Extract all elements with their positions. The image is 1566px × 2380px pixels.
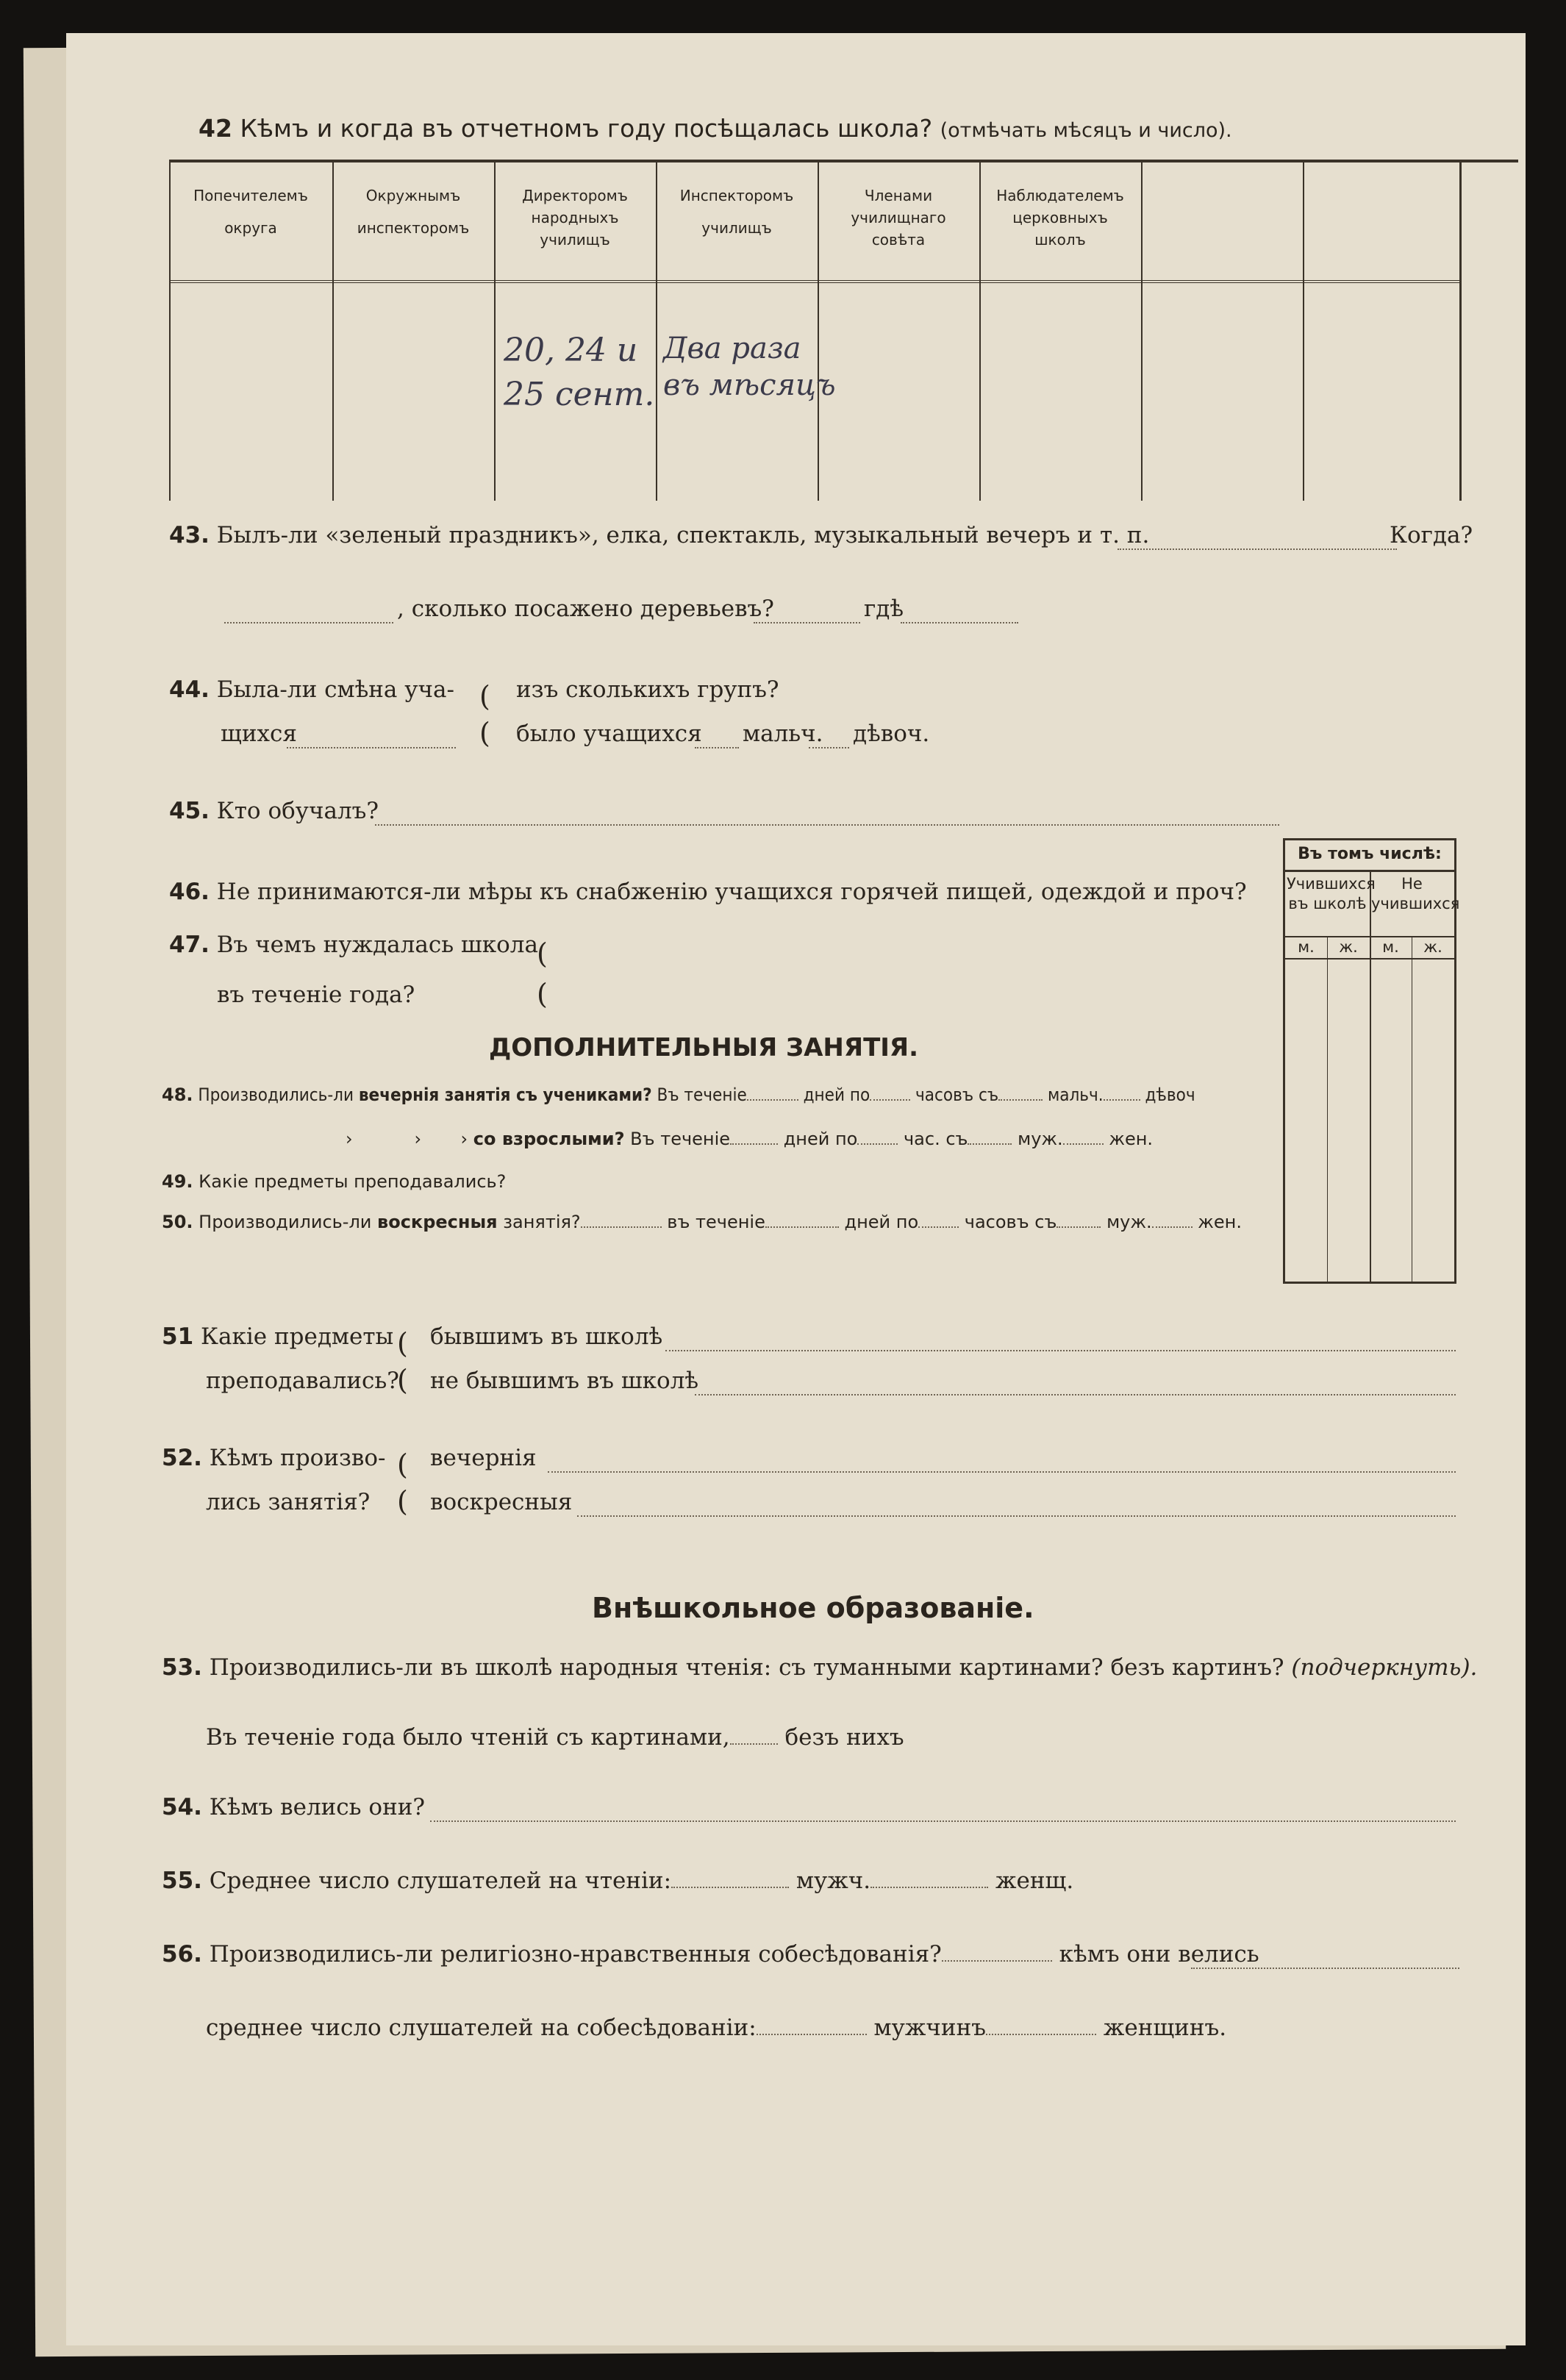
q44-pupils: было учащихся xyxy=(516,721,702,747)
heading-additional-classes: ДОПОЛНИТЕЛЬНЫЯ ЗАНЯТІЯ. xyxy=(489,1033,919,1062)
handwritten-director-dates: 20, 24 и xyxy=(504,332,638,369)
q52-label-2: лись занятія? xyxy=(206,1489,371,1515)
q44-groups: изъ сколькихъ групъ? xyxy=(516,676,779,703)
q44-answer-line[interactable] xyxy=(287,746,456,748)
q47-number: 47. xyxy=(169,932,210,958)
q46 xyxy=(169,879,1247,905)
side-divider xyxy=(1327,936,1328,1282)
q43-where: гдѣ xyxy=(864,596,904,622)
q47-brace: ( xyxy=(537,937,548,970)
q48-during-2: Въ теченіе xyxy=(630,1129,731,1149)
col-head-trustee: Попечителемъ округа xyxy=(193,187,308,237)
side-count-table xyxy=(1283,838,1460,1284)
q52 xyxy=(162,1445,386,1471)
q50-men: муж. xyxy=(1106,1212,1152,1232)
q55 xyxy=(162,1868,1073,1894)
q51-attended-line[interactable] xyxy=(665,1349,1456,1351)
ditto-mark: › xyxy=(346,1129,353,1149)
ditto-mark: › xyxy=(460,1129,468,1149)
handwritten-inspector-2: въ мѣсяцъ xyxy=(663,368,836,402)
q48-boys: мальч. xyxy=(1047,1084,1104,1105)
table-border-right xyxy=(1459,162,1462,501)
q44-number: 44. xyxy=(169,676,210,703)
q43-where-line[interactable] xyxy=(901,621,1018,623)
q55-text: Среднее число слушателей на чтеніи: xyxy=(209,1868,672,1894)
q50-sunday: воскресныя xyxy=(377,1212,498,1232)
q56-women: женщинъ. xyxy=(1103,2015,1227,2041)
q44-left-2: щихся xyxy=(221,721,297,747)
q51-brace: ( xyxy=(397,1327,408,1359)
q47-brace: ( xyxy=(537,978,548,1010)
q52-evening: вечернія xyxy=(430,1445,537,1471)
q52-brace: ( xyxy=(397,1485,408,1518)
q53-note: (подчеркнуть). xyxy=(1291,1654,1478,1681)
q48-text: Производились-ли xyxy=(198,1084,354,1105)
q43-trees-line[interactable] xyxy=(754,621,860,623)
q54 xyxy=(162,1794,425,1820)
q48-women: жен. xyxy=(1109,1129,1154,1149)
q44-left-1 xyxy=(169,676,454,703)
q43-number: 43. xyxy=(169,522,210,548)
table-divider xyxy=(1141,162,1143,501)
q48-days-2: дней по xyxy=(783,1129,858,1149)
q50 xyxy=(162,1212,1242,1232)
q53-line-2 xyxy=(206,1724,904,1751)
col-head-council: Членами училищнаго совѣта xyxy=(851,187,946,249)
side-col-attended: Учившихся въ школѣ xyxy=(1287,875,1376,912)
q48-hours: часовъ съ xyxy=(915,1084,999,1105)
q56-number: 56. xyxy=(162,1941,202,1968)
q47-label-1: Въ чемъ нуждалась школа xyxy=(216,932,538,958)
q52-brace: ( xyxy=(397,1448,408,1481)
q42 xyxy=(199,114,1232,143)
q47-label-2: въ теченіе года? xyxy=(217,982,415,1008)
handwritten-director-month: 25 сент. xyxy=(504,376,655,413)
side-col-not-attended: Не учившихся xyxy=(1371,875,1460,912)
side-divider xyxy=(1370,870,1371,1282)
q48-evening: вечернія занятія съ учениками? xyxy=(358,1084,652,1105)
q45-number: 45. xyxy=(169,798,210,824)
q56-who: кѣмъ они велись xyxy=(1059,1941,1259,1968)
ditto-mark: › xyxy=(414,1129,422,1149)
q43-when: Когда? xyxy=(1390,522,1473,548)
inspection-table xyxy=(169,160,1518,501)
q42-number: 42 xyxy=(199,114,232,143)
q44-boys-line[interactable] xyxy=(695,746,739,748)
q44-girls-line[interactable] xyxy=(809,746,849,748)
q55-women: женщ. xyxy=(995,1868,1074,1894)
q51-not-attended-line[interactable] xyxy=(695,1393,1456,1396)
heading-out-of-school: Внѣшкольное образованіе. xyxy=(592,1592,1034,1624)
q50-hours: часовъ съ xyxy=(964,1212,1057,1232)
col-head-inspector: Инспекторомъ училищъ xyxy=(679,187,794,237)
q53 xyxy=(162,1654,1477,1681)
q50-text: Производились-ли xyxy=(199,1212,372,1232)
q45-answer-line[interactable] xyxy=(375,823,1279,826)
q54-answer-line[interactable] xyxy=(430,1820,1456,1822)
q45-text: Кто обучалъ? xyxy=(216,798,379,824)
q44-girls: дѣвоч. xyxy=(853,721,930,747)
q48-men: муж. xyxy=(1018,1129,1063,1149)
side-m: м. xyxy=(1382,938,1399,956)
q50-women: жен. xyxy=(1198,1212,1242,1232)
handwritten-inspector-1: Два раза xyxy=(663,332,801,365)
q56-listeners: среднее число слушателей на собесѣдованіи: xyxy=(206,2015,757,2041)
q50-days: дней по xyxy=(844,1212,919,1232)
q44-label-1: Была-ли смѣна уча- xyxy=(216,676,454,703)
q56-men: мужчинъ xyxy=(873,2015,986,2041)
q56 xyxy=(162,1941,1259,1968)
q53-without: безъ нихъ xyxy=(784,1724,904,1751)
q55-number: 55. xyxy=(162,1868,202,1894)
q49-text: Какіе предметы преподавались? xyxy=(199,1171,507,1192)
q56-text: Производились-ли религіозно-нравственныя собесѣдованія? xyxy=(209,1941,942,1968)
q44-brace: ( xyxy=(479,717,490,749)
q50-number: 50. xyxy=(162,1212,193,1232)
q56-who-line[interactable] xyxy=(1191,1967,1459,1969)
q51-brace: ( xyxy=(397,1364,408,1396)
q44-boys: мальч. xyxy=(743,721,823,747)
q49-number: 49. xyxy=(162,1171,193,1192)
table-header-rule xyxy=(169,280,1459,283)
side-rule xyxy=(1285,958,1454,959)
side-zh: ж. xyxy=(1339,938,1358,956)
col-head-director: Директоромъ народныхъ училищъ xyxy=(522,187,628,249)
q48-hours-2: час. съ xyxy=(903,1129,968,1149)
q53-count-text: Въ теченіе года было чтеній съ картинами, xyxy=(206,1724,730,1751)
q42-note: (отмѣчать мѣсяцъ и число). xyxy=(940,119,1232,142)
q45 xyxy=(169,798,379,824)
table-divider xyxy=(1303,162,1304,501)
side-m: м. xyxy=(1298,938,1315,956)
q48-girls: дѣвоч xyxy=(1145,1084,1195,1105)
q51-not-attended: не бывшимъ въ школѣ xyxy=(430,1368,699,1394)
q47 xyxy=(169,932,538,958)
q50-text-2: занятія? xyxy=(503,1212,581,1232)
q48-adults xyxy=(346,1129,1153,1149)
q44-brace: ( xyxy=(479,680,490,712)
q48-number: 48. xyxy=(162,1084,193,1105)
q43-trees: , сколько посажено деревьевъ? xyxy=(397,596,774,622)
q51-number: 51 xyxy=(162,1323,194,1350)
q52-sunday: воскресныя xyxy=(430,1489,573,1515)
q46-number: 46. xyxy=(169,879,210,905)
q52-sunday-line[interactable] xyxy=(577,1515,1456,1517)
q42-text: Кѣмъ и когда въ отчетномъ году посѣщалась школа? xyxy=(240,114,933,143)
q51 xyxy=(162,1323,393,1350)
q48-days: дней по xyxy=(803,1084,870,1105)
q51-label-2: преподавались? xyxy=(206,1368,399,1394)
q54-number: 54. xyxy=(162,1794,202,1820)
q51-attended: бывшимъ въ школѣ xyxy=(430,1323,663,1350)
q43-answer-line[interactable] xyxy=(1118,548,1397,550)
side-table-title: Въ томъ числѣ: xyxy=(1285,840,1454,872)
q46-text: Не принимаются-ли мѣры къ снабженію учащихся горячей пищей, одеждой и проч? xyxy=(216,879,1247,905)
q55-men: мужч. xyxy=(795,1868,871,1894)
q51-label-1: Какіе предметы xyxy=(201,1323,394,1350)
col-head-district: Окружнымъ инспекторомъ xyxy=(357,187,470,237)
q43-when-line[interactable] xyxy=(224,621,393,623)
q48-during: Въ теченіе xyxy=(657,1084,747,1105)
q43-text: Былъ-ли «зеленый праздникъ», елка, спектакль, музыкальный вечеръ и т. п. xyxy=(216,522,1150,548)
q52-label-1: Кѣмъ произво- xyxy=(209,1445,386,1471)
q49 xyxy=(162,1171,506,1192)
q54-text: Кѣмъ велись они? xyxy=(209,1794,426,1820)
q56-line-2 xyxy=(206,2015,1226,2041)
side-zh: ж. xyxy=(1423,938,1442,956)
q53-number: 53. xyxy=(162,1654,202,1681)
col-head-observer: Наблюдателемъ церковныхъ школъ xyxy=(996,187,1124,249)
q48-with-adults: со взрослыми? xyxy=(473,1129,625,1149)
q52-evening-line[interactable] xyxy=(548,1470,1456,1473)
q48 xyxy=(162,1084,1195,1105)
q50-during: въ теченіе xyxy=(667,1212,765,1232)
form-page xyxy=(66,33,1526,2345)
q53-text: Производились-ли въ школѣ народныя чтенія: съ туманными картинами? безъ картинъ? xyxy=(209,1654,1284,1681)
q43 xyxy=(169,522,1149,548)
q52-number: 52. xyxy=(162,1445,202,1471)
